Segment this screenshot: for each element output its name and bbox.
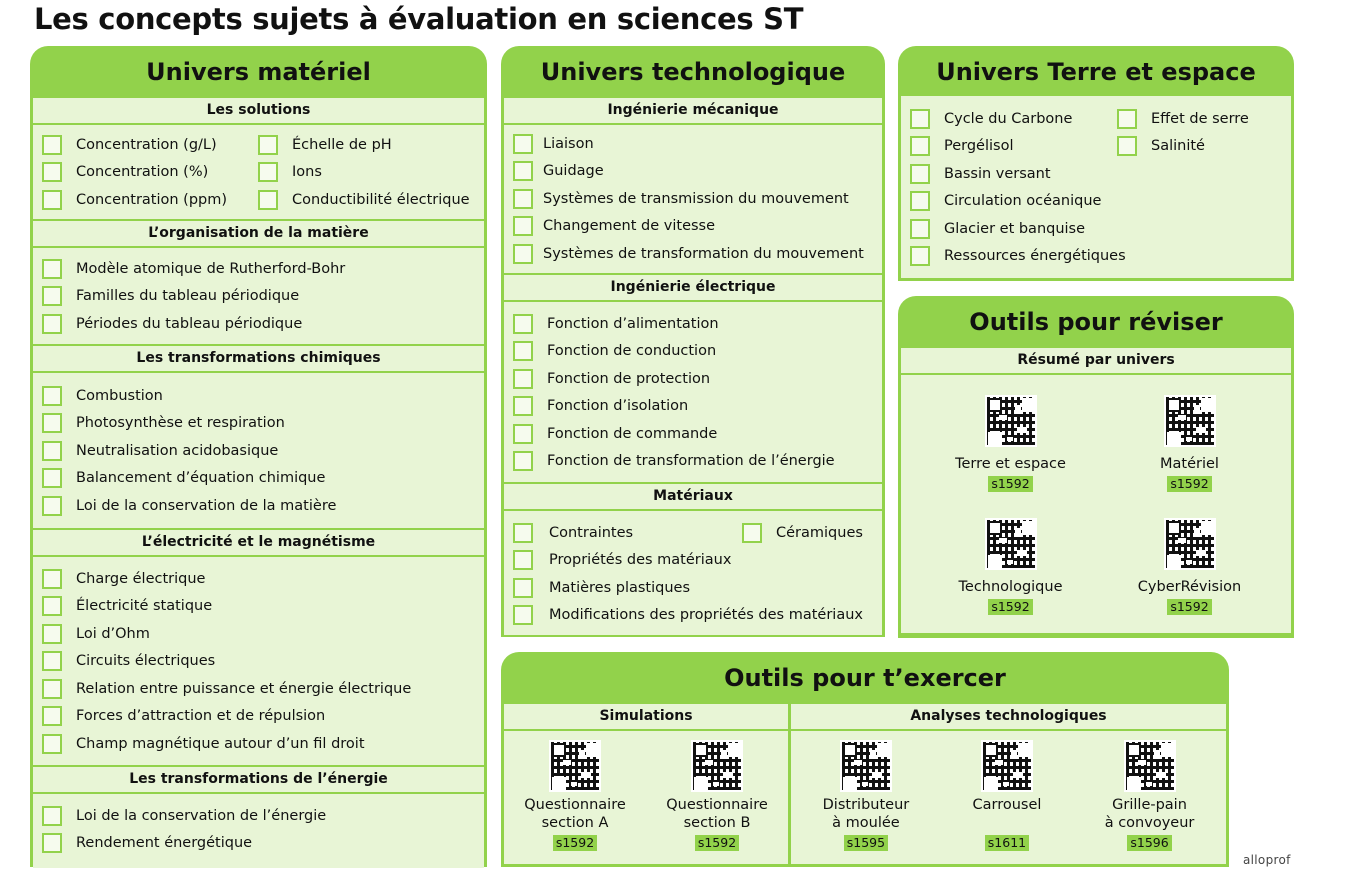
qr-label-line2 xyxy=(973,814,1042,832)
section-heading: Les solutions xyxy=(33,96,484,125)
checklist-item[interactable] xyxy=(42,437,484,465)
item-label: Fonction d’isolation xyxy=(547,398,689,415)
panel-title: Univers Terre et espace xyxy=(936,58,1256,86)
panel-univers-materiel xyxy=(30,46,487,867)
item-label: Systèmes de transformation du mouvement xyxy=(543,245,864,262)
checkbox[interactable] xyxy=(42,386,62,406)
column-analyses xyxy=(791,702,1226,864)
qr-label: Distributeur xyxy=(822,797,910,813)
qr-code-icon[interactable] xyxy=(1164,518,1216,570)
qr-code-icon[interactable] xyxy=(691,740,743,792)
section-ingenierie-electrique xyxy=(504,302,882,482)
item-label: Échelle de pH xyxy=(292,136,392,153)
checklist-item[interactable] xyxy=(513,393,882,421)
panel-title: Univers matériel xyxy=(146,58,371,86)
item-label: Conductibilité électrique xyxy=(292,191,470,208)
checkbox[interactable] xyxy=(42,496,62,516)
qr-item[interactable] xyxy=(1105,740,1195,864)
checklist-item[interactable] xyxy=(513,310,882,338)
checklist-item[interactable] xyxy=(513,185,882,213)
checklist-item[interactable] xyxy=(513,574,882,602)
item-label: Balancement d’équation chimique xyxy=(76,470,326,487)
section-heading: L’électricité et le magnétisme xyxy=(33,528,484,557)
qr-label: Grille-pain xyxy=(1112,797,1187,813)
qr-label-line2: à moulée xyxy=(832,815,900,831)
item-label: Combustion xyxy=(76,387,163,404)
item-label: Salinité xyxy=(1151,138,1205,155)
qr-label: Matériel xyxy=(1160,456,1219,472)
checklist-item[interactable] xyxy=(42,492,484,520)
code-badge: s1611 xyxy=(985,835,1029,851)
item-label: Contraintes xyxy=(549,524,634,541)
item-label: Fonction de transformation de l’énergie xyxy=(547,453,835,470)
checkbox[interactable] xyxy=(513,424,533,444)
section-heading: Ingénierie mécanique xyxy=(504,96,882,125)
checkbox[interactable] xyxy=(42,706,62,726)
checkbox[interactable] xyxy=(910,219,930,239)
code-badge: s1595 xyxy=(844,835,888,851)
item-label: Charge électrique xyxy=(76,570,206,587)
item-label: Photosynthèse et respiration xyxy=(76,415,285,432)
checkbox[interactable] xyxy=(513,396,533,416)
checklist-item[interactable] xyxy=(42,675,484,703)
checklist-item[interactable] xyxy=(513,448,882,476)
checkbox[interactable] xyxy=(513,550,533,570)
section-resume-univers xyxy=(901,375,1291,633)
panel-title: Outils pour t’exercer xyxy=(724,664,1006,692)
qr-code-icon[interactable] xyxy=(549,740,601,792)
alloprof-logo: alloprof xyxy=(1243,853,1291,867)
checkbox[interactable] xyxy=(258,190,278,210)
column-right xyxy=(1117,105,1249,278)
checkbox[interactable] xyxy=(42,679,62,699)
section-simulations xyxy=(504,731,788,864)
checkbox[interactable] xyxy=(513,161,533,181)
checklist-item[interactable] xyxy=(513,602,882,630)
item-label: Forces d’attraction et de répulsion xyxy=(76,708,326,725)
item-label: Changement de vitesse xyxy=(543,218,716,235)
item-label: Pergélisol xyxy=(944,138,1014,155)
exercer-columns xyxy=(504,702,1226,864)
qr-item[interactable] xyxy=(823,740,910,864)
item-label: Champ magnétique autour d’un fil droit xyxy=(76,735,365,752)
item-label: Céramiques xyxy=(776,524,863,541)
qr-code-icon[interactable] xyxy=(981,740,1033,792)
checkbox[interactable] xyxy=(513,451,533,471)
section-analyses xyxy=(791,731,1226,864)
checkbox[interactable] xyxy=(42,135,62,155)
checkbox[interactable] xyxy=(910,164,930,184)
checkbox[interactable] xyxy=(42,190,62,210)
checkbox[interactable] xyxy=(42,596,62,616)
checklist-item[interactable] xyxy=(910,160,1117,188)
item-label: Loi de la conservation de la matière xyxy=(76,497,337,514)
checklist-item[interactable] xyxy=(258,131,470,159)
qr-code-icon[interactable] xyxy=(985,395,1037,447)
item-label: Systèmes de transmission du mouvement xyxy=(543,190,849,207)
item-label: Fonction de protection xyxy=(547,370,711,387)
checkbox[interactable] xyxy=(742,523,762,543)
qr-item[interactable] xyxy=(901,518,1096,633)
qr-code-icon[interactable] xyxy=(1164,395,1216,447)
checklist-item[interactable] xyxy=(42,410,484,438)
checkbox[interactable] xyxy=(42,314,62,334)
item-label: Cycle du Carbone xyxy=(944,110,1073,127)
checkbox[interactable] xyxy=(42,286,62,306)
item-label: Fonction d’alimentation xyxy=(547,315,719,332)
checklist-item[interactable] xyxy=(258,159,470,187)
qr-item[interactable] xyxy=(973,740,1042,864)
checklist-item[interactable] xyxy=(42,830,484,858)
item-label: Concentration (ppm) xyxy=(76,191,228,208)
section-transformations-energie xyxy=(33,794,484,868)
checkbox[interactable] xyxy=(42,624,62,644)
qr-label-line2: à convoyeur xyxy=(1104,815,1195,831)
code-badge: s1592 xyxy=(1167,599,1211,615)
checklist-item[interactable] xyxy=(742,519,863,547)
section-transformations-chimiques xyxy=(33,373,484,528)
checkbox[interactable] xyxy=(910,246,930,266)
item-label: Fonction de commande xyxy=(547,425,718,442)
item-label: Bassin versant xyxy=(944,165,1051,182)
checkbox[interactable] xyxy=(513,314,533,334)
qr-code-icon[interactable] xyxy=(840,740,892,792)
checkbox[interactable] xyxy=(258,135,278,155)
item-label: Ressources énergétiques xyxy=(944,248,1126,265)
panel-title: Outils pour réviser xyxy=(969,308,1223,336)
section-terre-espace xyxy=(901,96,1291,278)
checkbox[interactable] xyxy=(513,341,533,361)
section-heading: Les transformations de l’énergie xyxy=(33,765,484,794)
panel-univers-terre-espace xyxy=(898,46,1294,281)
qr-item[interactable] xyxy=(1096,395,1291,510)
checklist-item[interactable] xyxy=(42,648,484,676)
section-ingenierie-mecanique xyxy=(504,125,882,273)
item-label: Circuits électriques xyxy=(76,653,216,670)
checkbox[interactable] xyxy=(513,578,533,598)
column-left xyxy=(42,131,258,219)
checkbox[interactable] xyxy=(513,134,533,154)
checklist-item[interactable] xyxy=(513,213,882,241)
item-label: Électricité statique xyxy=(76,598,213,615)
checklist-item[interactable] xyxy=(42,703,484,731)
item-label: Modèle atomique de Rutherford-Bohr xyxy=(76,260,346,277)
item-label: Liaison xyxy=(543,135,594,152)
checkbox[interactable] xyxy=(513,369,533,389)
section-heading: Les transformations chimiques xyxy=(33,344,484,373)
item-label: Modifications des propriétés des matériaux xyxy=(549,607,863,624)
checklist-item[interactable] xyxy=(42,310,484,338)
column-left xyxy=(910,105,1126,278)
checklist-item[interactable] xyxy=(910,215,1117,243)
qr-label: Carrousel xyxy=(972,797,1042,813)
checkbox[interactable] xyxy=(42,651,62,671)
qr-item[interactable] xyxy=(524,740,626,864)
panel-outils-exercer xyxy=(501,652,1229,867)
qr-label: Questionnaire xyxy=(666,797,768,813)
checkbox[interactable] xyxy=(1117,136,1137,156)
checklist-item[interactable] xyxy=(513,130,882,158)
checklist-item[interactable] xyxy=(42,131,258,159)
qr-label-line2: section B xyxy=(683,815,751,831)
checkbox[interactable] xyxy=(513,216,533,236)
checklist-item[interactable] xyxy=(910,133,1117,161)
column-simulations xyxy=(504,702,788,864)
section-heading: Simulations xyxy=(504,702,788,731)
checklist-item[interactable] xyxy=(1117,133,1249,161)
checklist-item[interactable] xyxy=(42,565,484,593)
code-badge: s1592 xyxy=(988,476,1032,492)
checkbox[interactable] xyxy=(513,605,533,625)
section-heading: Ingénierie électrique xyxy=(504,273,882,302)
checkbox[interactable] xyxy=(42,734,62,754)
qr-item[interactable] xyxy=(666,740,768,864)
code-badge: s1592 xyxy=(1167,476,1211,492)
checkbox[interactable] xyxy=(42,162,62,182)
checkbox[interactable] xyxy=(42,259,62,279)
section-heading: L’organisation de la matière xyxy=(33,219,484,248)
checklist-item[interactable] xyxy=(513,338,882,366)
checkbox[interactable] xyxy=(513,244,533,264)
checklist-item[interactable] xyxy=(1117,105,1249,133)
page-title: Les concepts sujets à évaluation en sciences ST xyxy=(34,2,804,36)
qr-item[interactable] xyxy=(901,395,1096,510)
code-badge: s1592 xyxy=(553,835,597,851)
item-label: Fonction de conduction xyxy=(547,343,717,360)
checkbox[interactable] xyxy=(42,833,62,853)
checklist-item[interactable] xyxy=(513,365,882,393)
checklist-item[interactable] xyxy=(42,802,484,830)
checklist-item[interactable] xyxy=(513,547,882,575)
section-heading: Matériaux xyxy=(504,482,882,511)
checkbox[interactable] xyxy=(42,441,62,461)
checklist-item[interactable] xyxy=(910,105,1117,133)
checkbox[interactable] xyxy=(42,569,62,589)
checkbox[interactable] xyxy=(513,523,533,543)
code-badge: s1592 xyxy=(695,835,739,851)
section-materiaux xyxy=(504,511,882,635)
checklist-item[interactable] xyxy=(42,730,484,758)
section-organisation xyxy=(33,248,484,344)
section-heading: Résumé par univers xyxy=(901,346,1291,375)
item-label: Concentration (g/L) xyxy=(76,136,217,153)
checklist-item[interactable] xyxy=(42,186,258,214)
section-electricite xyxy=(33,557,484,765)
checkbox[interactable] xyxy=(513,189,533,209)
panel-univers-technologique xyxy=(501,46,885,637)
item-label: Relation entre puissance et énergie électrique xyxy=(76,680,412,697)
checkbox[interactable] xyxy=(42,806,62,826)
qr-label: Technologique xyxy=(958,579,1063,595)
item-label: Concentration (%) xyxy=(76,164,209,181)
item-label: Glacier et banquise xyxy=(944,220,1086,237)
item-label: Familles du tableau périodique xyxy=(76,288,300,305)
panel-outils-reviser xyxy=(898,296,1294,638)
checkbox[interactable] xyxy=(910,109,930,129)
item-label: Propriétés des matériaux xyxy=(549,552,732,569)
checkbox[interactable] xyxy=(1117,109,1137,129)
checkbox[interactable] xyxy=(42,413,62,433)
checklist-item[interactable] xyxy=(910,243,1126,271)
item-label: Périodes du tableau périodique xyxy=(76,315,303,332)
section-heading: Analyses technologiques xyxy=(791,702,1226,731)
item-label: Loi de la conservation de l’énergie xyxy=(76,807,327,824)
code-badge: s1592 xyxy=(988,599,1032,615)
qr-label-line2: section A xyxy=(541,815,609,831)
checkbox[interactable] xyxy=(910,191,930,211)
checklist-item[interactable] xyxy=(42,620,484,648)
checklist-item[interactable] xyxy=(513,420,882,448)
checklist-item[interactable] xyxy=(42,283,484,311)
panel-title: Univers technologique xyxy=(540,58,846,86)
checkbox[interactable] xyxy=(42,468,62,488)
qr-label: CyberRévision xyxy=(1137,579,1242,595)
checklist-item[interactable] xyxy=(513,240,882,268)
column-right xyxy=(258,131,470,219)
item-label: Guidage xyxy=(543,163,604,180)
item-label: Loi d’Ohm xyxy=(76,625,150,642)
section-solutions xyxy=(33,125,484,219)
checklist-item[interactable] xyxy=(42,255,484,283)
qr-code-icon[interactable] xyxy=(985,518,1037,570)
qr-code-icon[interactable] xyxy=(1124,740,1176,792)
checklist-item[interactable] xyxy=(910,188,1117,216)
code-badge: s1596 xyxy=(1127,835,1171,851)
qr-item[interactable] xyxy=(1096,518,1291,633)
item-label: Rendement énergétique xyxy=(76,835,253,852)
checklist-item[interactable] xyxy=(42,159,258,187)
item-label: Circulation océanique xyxy=(944,193,1102,210)
checkbox[interactable] xyxy=(258,162,278,182)
checklist-item[interactable] xyxy=(513,158,882,186)
qr-label: Terre et espace xyxy=(955,456,1066,472)
item-label: Matières plastiques xyxy=(549,579,691,596)
item-label: Ions xyxy=(292,164,322,181)
item-label: Neutralisation acidobasique xyxy=(76,442,279,459)
checklist-item[interactable] xyxy=(42,593,484,621)
checklist-item[interactable] xyxy=(42,465,484,493)
checklist-item[interactable] xyxy=(42,382,484,410)
checkbox[interactable] xyxy=(910,136,930,156)
checklist-item[interactable] xyxy=(258,186,470,214)
qr-label: Questionnaire xyxy=(524,797,626,813)
item-label: Effet de serre xyxy=(1151,110,1249,127)
